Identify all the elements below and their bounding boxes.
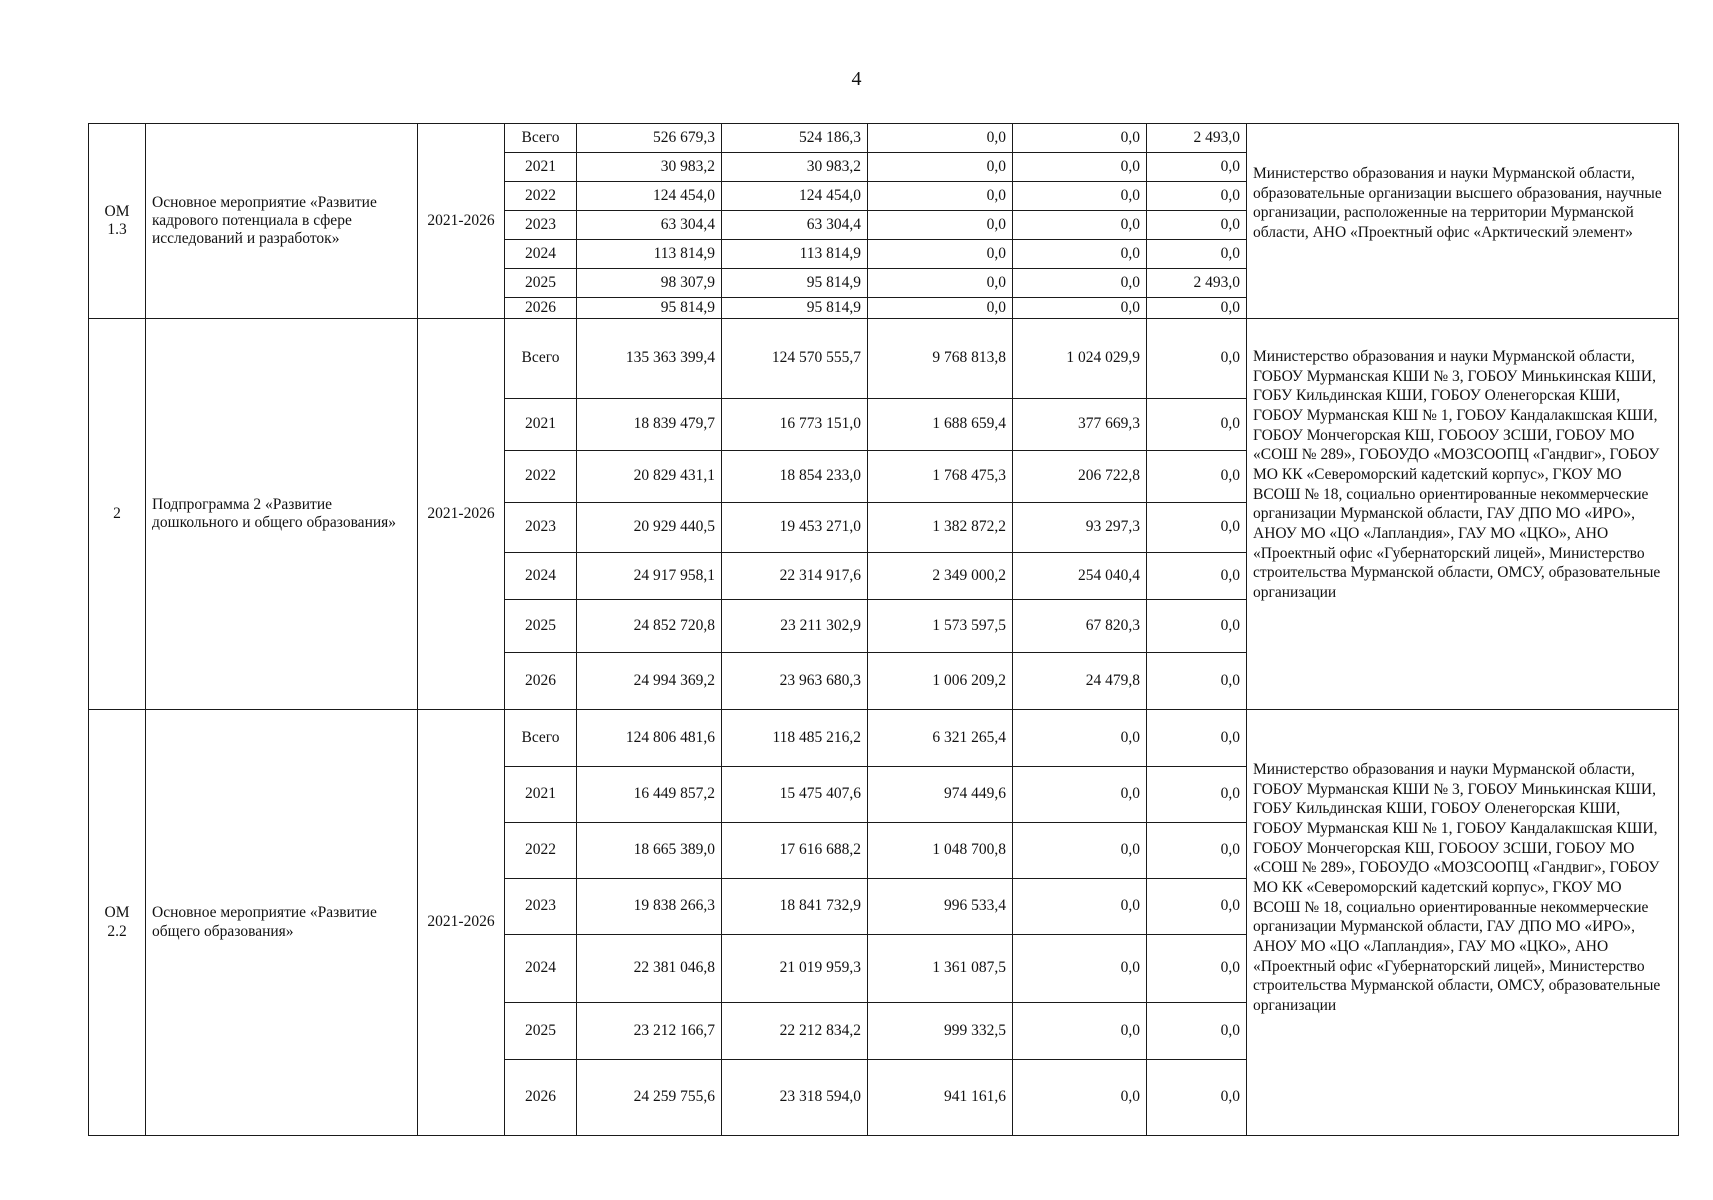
value-cell: 21 019 959,3 xyxy=(722,935,868,1003)
value-cell: 0,0 xyxy=(1147,823,1247,879)
year-cell: 2024 xyxy=(505,240,577,269)
value-cell: 113 814,9 xyxy=(722,240,868,269)
value-cell: 95 814,9 xyxy=(722,269,868,298)
year-cell: 2022 xyxy=(505,182,577,211)
value-cell: 254 040,4 xyxy=(1013,553,1147,600)
activity-code: ОМ 1.3 xyxy=(89,124,146,319)
year-cell: 2023 xyxy=(505,879,577,935)
value-cell: 22 314 917,6 xyxy=(722,553,868,600)
value-cell: 377 669,3 xyxy=(1013,399,1147,451)
value-cell: 941 161,6 xyxy=(868,1060,1013,1136)
year-cell: 2026 xyxy=(505,298,577,319)
value-cell: 0,0 xyxy=(868,269,1013,298)
activity-name: Подпрограмма 2 «Развитие дошкольного и общего образования» xyxy=(146,319,418,710)
value-cell: 0,0 xyxy=(1147,153,1247,182)
year-cell: Всего xyxy=(505,124,577,153)
value-cell: 2 493,0 xyxy=(1147,124,1247,153)
value-cell: 30 983,2 xyxy=(722,153,868,182)
value-cell: 0,0 xyxy=(1013,240,1147,269)
year-cell: Всего xyxy=(505,710,577,767)
value-cell: 0,0 xyxy=(1147,553,1247,600)
value-cell: 6 321 265,4 xyxy=(868,710,1013,767)
value-cell: 0,0 xyxy=(1147,767,1247,823)
value-cell: 93 297,3 xyxy=(1013,503,1147,553)
value-cell: 67 820,3 xyxy=(1013,600,1147,653)
executor-cell: Министерство образования и науки Мурманской области, ГОБОУ Мурманская КШИ № 3, ГОБОУ Минькинская КШИ, ГОБУ Кильдинская КШИ, ГОБОУ Оленегорская КШИ, ГОБОУ Мурманская КШ № 1, ГОБОУ Кандалакшская КШИ, ГОБОУ Мончегорская КШ, ГОБООУ ЗСШИ, ГОБОУ МО «СОШ № 289», ГОБОУДО «МОЗСООПЦ «Гандвиг», ГОБОУ МО КК «Североморский кадетский корпус», ГКОУ МО ВСОШ № 18, социально ориентированные некоммерческие организации Мурманской области, ГАУ ДПО МО «ИРО», АНОУ МО «ЦО «Лапландия», ГАУ МО «ЦКО», АНО «Проектный офис «Губернаторский лицей», Министерство строительства Мурманской области, ОМСУ, образовательные организации xyxy=(1247,710,1679,1136)
activity-period: 2021-2026 xyxy=(418,319,505,710)
value-cell: 24 479,8 xyxy=(1013,653,1147,710)
total-cell: 30 983,2 xyxy=(577,153,722,182)
total-cell: 24 917 958,1 xyxy=(577,553,722,600)
table-row xyxy=(89,319,1679,399)
total-cell: 19 838 266,3 xyxy=(577,879,722,935)
value-cell: 0,0 xyxy=(868,298,1013,319)
year-cell: 2026 xyxy=(505,1060,577,1136)
total-cell: 124 806 481,6 xyxy=(577,710,722,767)
value-cell: 0,0 xyxy=(1147,319,1247,399)
value-cell: 1 382 872,2 xyxy=(868,503,1013,553)
executor-cell: Министерство образования и науки Мурманской области, ГОБОУ Мурманская КШИ № 3, ГОБОУ Минькинская КШИ, ГОБУ Кильдинская КШИ, ГОБОУ Оленегорская КШИ, ГОБОУ Мурманская КШ № 1, ГОБОУ Кандалакшская КШИ, ГОБОУ Мончегорская КШ, ГОБООУ ЗСШИ, ГОБОУ МО «СОШ № 289», ГОБОУДО «МОЗСООПЦ «Гандвиг», ГОБОУ МО КК «Североморский кадетский корпус», ГКОУ МО ВСОШ № 18, социально ориентированные некоммерческие организации Мурманской области, ГАУ ДПО МО «ИРО», АНОУ МО «ЦО «Лапландия», ГАУ МО «ЦКО», АНО «Проектный офис «Губернаторский лицей», Министерство строительства Мурманской области, ОМСУ, образовательные организации xyxy=(1247,319,1679,710)
value-cell: 63 304,4 xyxy=(722,211,868,240)
value-cell: 0,0 xyxy=(1013,935,1147,1003)
value-cell: 0,0 xyxy=(868,124,1013,153)
activity-code: 2 xyxy=(89,319,146,710)
year-cell: 2024 xyxy=(505,553,577,600)
value-cell: 23 963 680,3 xyxy=(722,653,868,710)
value-cell: 1 006 209,2 xyxy=(868,653,1013,710)
value-cell: 2 349 000,2 xyxy=(868,553,1013,600)
total-cell: 18 839 479,7 xyxy=(577,399,722,451)
year-cell: 2021 xyxy=(505,399,577,451)
activity-period: 2021-2026 xyxy=(418,124,505,319)
value-cell: 0,0 xyxy=(1147,211,1247,240)
value-cell: 206 722,8 xyxy=(1013,451,1147,503)
total-cell: 135 363 399,4 xyxy=(577,319,722,399)
value-cell: 22 212 834,2 xyxy=(722,1003,868,1060)
value-cell: 124 570 555,7 xyxy=(722,319,868,399)
total-cell: 22 381 046,8 xyxy=(577,935,722,1003)
total-cell: 95 814,9 xyxy=(577,298,722,319)
activity-period: 2021-2026 xyxy=(418,710,505,1136)
value-cell: 0,0 xyxy=(1013,124,1147,153)
activity-code: ОМ 2.2 xyxy=(89,710,146,1136)
value-cell: 0,0 xyxy=(1147,600,1247,653)
total-cell: 98 307,9 xyxy=(577,269,722,298)
value-cell: 0,0 xyxy=(1013,153,1147,182)
total-cell: 24 852 720,8 xyxy=(577,600,722,653)
value-cell: 18 841 732,9 xyxy=(722,879,868,935)
total-cell: 16 449 857,2 xyxy=(577,767,722,823)
total-cell: 18 665 389,0 xyxy=(577,823,722,879)
value-cell: 0,0 xyxy=(868,211,1013,240)
value-cell: 0,0 xyxy=(1013,269,1147,298)
year-cell: 2021 xyxy=(505,767,577,823)
total-cell: 20 829 431,1 xyxy=(577,451,722,503)
value-cell: 0,0 xyxy=(1147,1003,1247,1060)
value-cell: 95 814,9 xyxy=(722,298,868,319)
value-cell: 0,0 xyxy=(1013,1003,1147,1060)
value-cell: 23 211 302,9 xyxy=(722,600,868,653)
year-cell: 2023 xyxy=(505,503,577,553)
value-cell: 999 332,5 xyxy=(868,1003,1013,1060)
value-cell: 0,0 xyxy=(1147,1060,1247,1136)
year-cell: 2023 xyxy=(505,211,577,240)
value-cell: 0,0 xyxy=(1013,182,1147,211)
value-cell: 0,0 xyxy=(1147,879,1247,935)
year-cell: Всего xyxy=(505,319,577,399)
value-cell: 0,0 xyxy=(1147,399,1247,451)
year-cell: 2022 xyxy=(505,823,577,879)
page-number: 4 xyxy=(851,68,862,90)
value-cell: 996 533,4 xyxy=(868,879,1013,935)
value-cell: 0,0 xyxy=(1147,935,1247,1003)
year-cell: 2026 xyxy=(505,653,577,710)
activity-name: Основное мероприятие «Развитие общего образования» xyxy=(146,710,418,1136)
value-cell: 1 048 700,8 xyxy=(868,823,1013,879)
year-cell: 2025 xyxy=(505,269,577,298)
value-cell: 118 485 216,2 xyxy=(722,710,868,767)
executor-cell: Министерство образования и науки Мурманской области, образовательные организации высшего образования, научные организации, расположенные на территории Мурманской области, АНО «Проектный офис «Арктический элемент» xyxy=(1247,124,1679,319)
value-cell: 0,0 xyxy=(1013,879,1147,935)
value-cell: 124 454,0 xyxy=(722,182,868,211)
table-row xyxy=(89,710,1679,767)
value-cell: 1 688 659,4 xyxy=(868,399,1013,451)
value-cell: 0,0 xyxy=(1013,298,1147,319)
value-cell: 0,0 xyxy=(1147,182,1247,211)
value-cell: 0,0 xyxy=(1013,823,1147,879)
total-cell: 23 212 166,7 xyxy=(577,1003,722,1060)
year-cell: 2022 xyxy=(505,451,577,503)
table-row xyxy=(89,124,1679,153)
total-cell: 24 259 755,6 xyxy=(577,1060,722,1136)
value-cell: 0,0 xyxy=(1147,710,1247,767)
activity-name: Основное мероприятие «Развитие кадрового потенциала в сфере исследований и разработок» xyxy=(146,124,418,319)
value-cell: 9 768 813,8 xyxy=(868,319,1013,399)
value-cell: 0,0 xyxy=(1013,1060,1147,1136)
total-cell: 20 929 440,5 xyxy=(577,503,722,553)
total-cell: 526 679,3 xyxy=(577,124,722,153)
total-cell: 113 814,9 xyxy=(577,240,722,269)
total-cell: 63 304,4 xyxy=(577,211,722,240)
value-cell: 974 449,6 xyxy=(868,767,1013,823)
value-cell: 0,0 xyxy=(1147,298,1247,319)
value-cell: 0,0 xyxy=(868,182,1013,211)
year-cell: 2024 xyxy=(505,935,577,1003)
year-cell: 2021 xyxy=(505,153,577,182)
year-cell: 2025 xyxy=(505,600,577,653)
funding-table xyxy=(88,123,1679,1136)
value-cell: 0,0 xyxy=(1013,767,1147,823)
total-cell: 124 454,0 xyxy=(577,182,722,211)
value-cell: 524 186,3 xyxy=(722,124,868,153)
value-cell: 0,0 xyxy=(1013,211,1147,240)
value-cell: 0,0 xyxy=(1013,710,1147,767)
value-cell: 0,0 xyxy=(1147,653,1247,710)
value-cell: 19 453 271,0 xyxy=(722,503,868,553)
value-cell: 15 475 407,6 xyxy=(722,767,868,823)
value-cell: 1 768 475,3 xyxy=(868,451,1013,503)
value-cell: 17 616 688,2 xyxy=(722,823,868,879)
value-cell: 16 773 151,0 xyxy=(722,399,868,451)
value-cell: 2 493,0 xyxy=(1147,269,1247,298)
value-cell: 0,0 xyxy=(1147,503,1247,553)
value-cell: 23 318 594,0 xyxy=(722,1060,868,1136)
value-cell: 18 854 233,0 xyxy=(722,451,868,503)
value-cell: 0,0 xyxy=(1147,240,1247,269)
total-cell: 24 994 369,2 xyxy=(577,653,722,710)
value-cell: 1 573 597,5 xyxy=(868,600,1013,653)
value-cell: 0,0 xyxy=(868,153,1013,182)
value-cell: 1 361 087,5 xyxy=(868,935,1013,1003)
value-cell: 0,0 xyxy=(1147,451,1247,503)
value-cell: 0,0 xyxy=(868,240,1013,269)
value-cell: 1 024 029,9 xyxy=(1013,319,1147,399)
year-cell: 2025 xyxy=(505,1003,577,1060)
